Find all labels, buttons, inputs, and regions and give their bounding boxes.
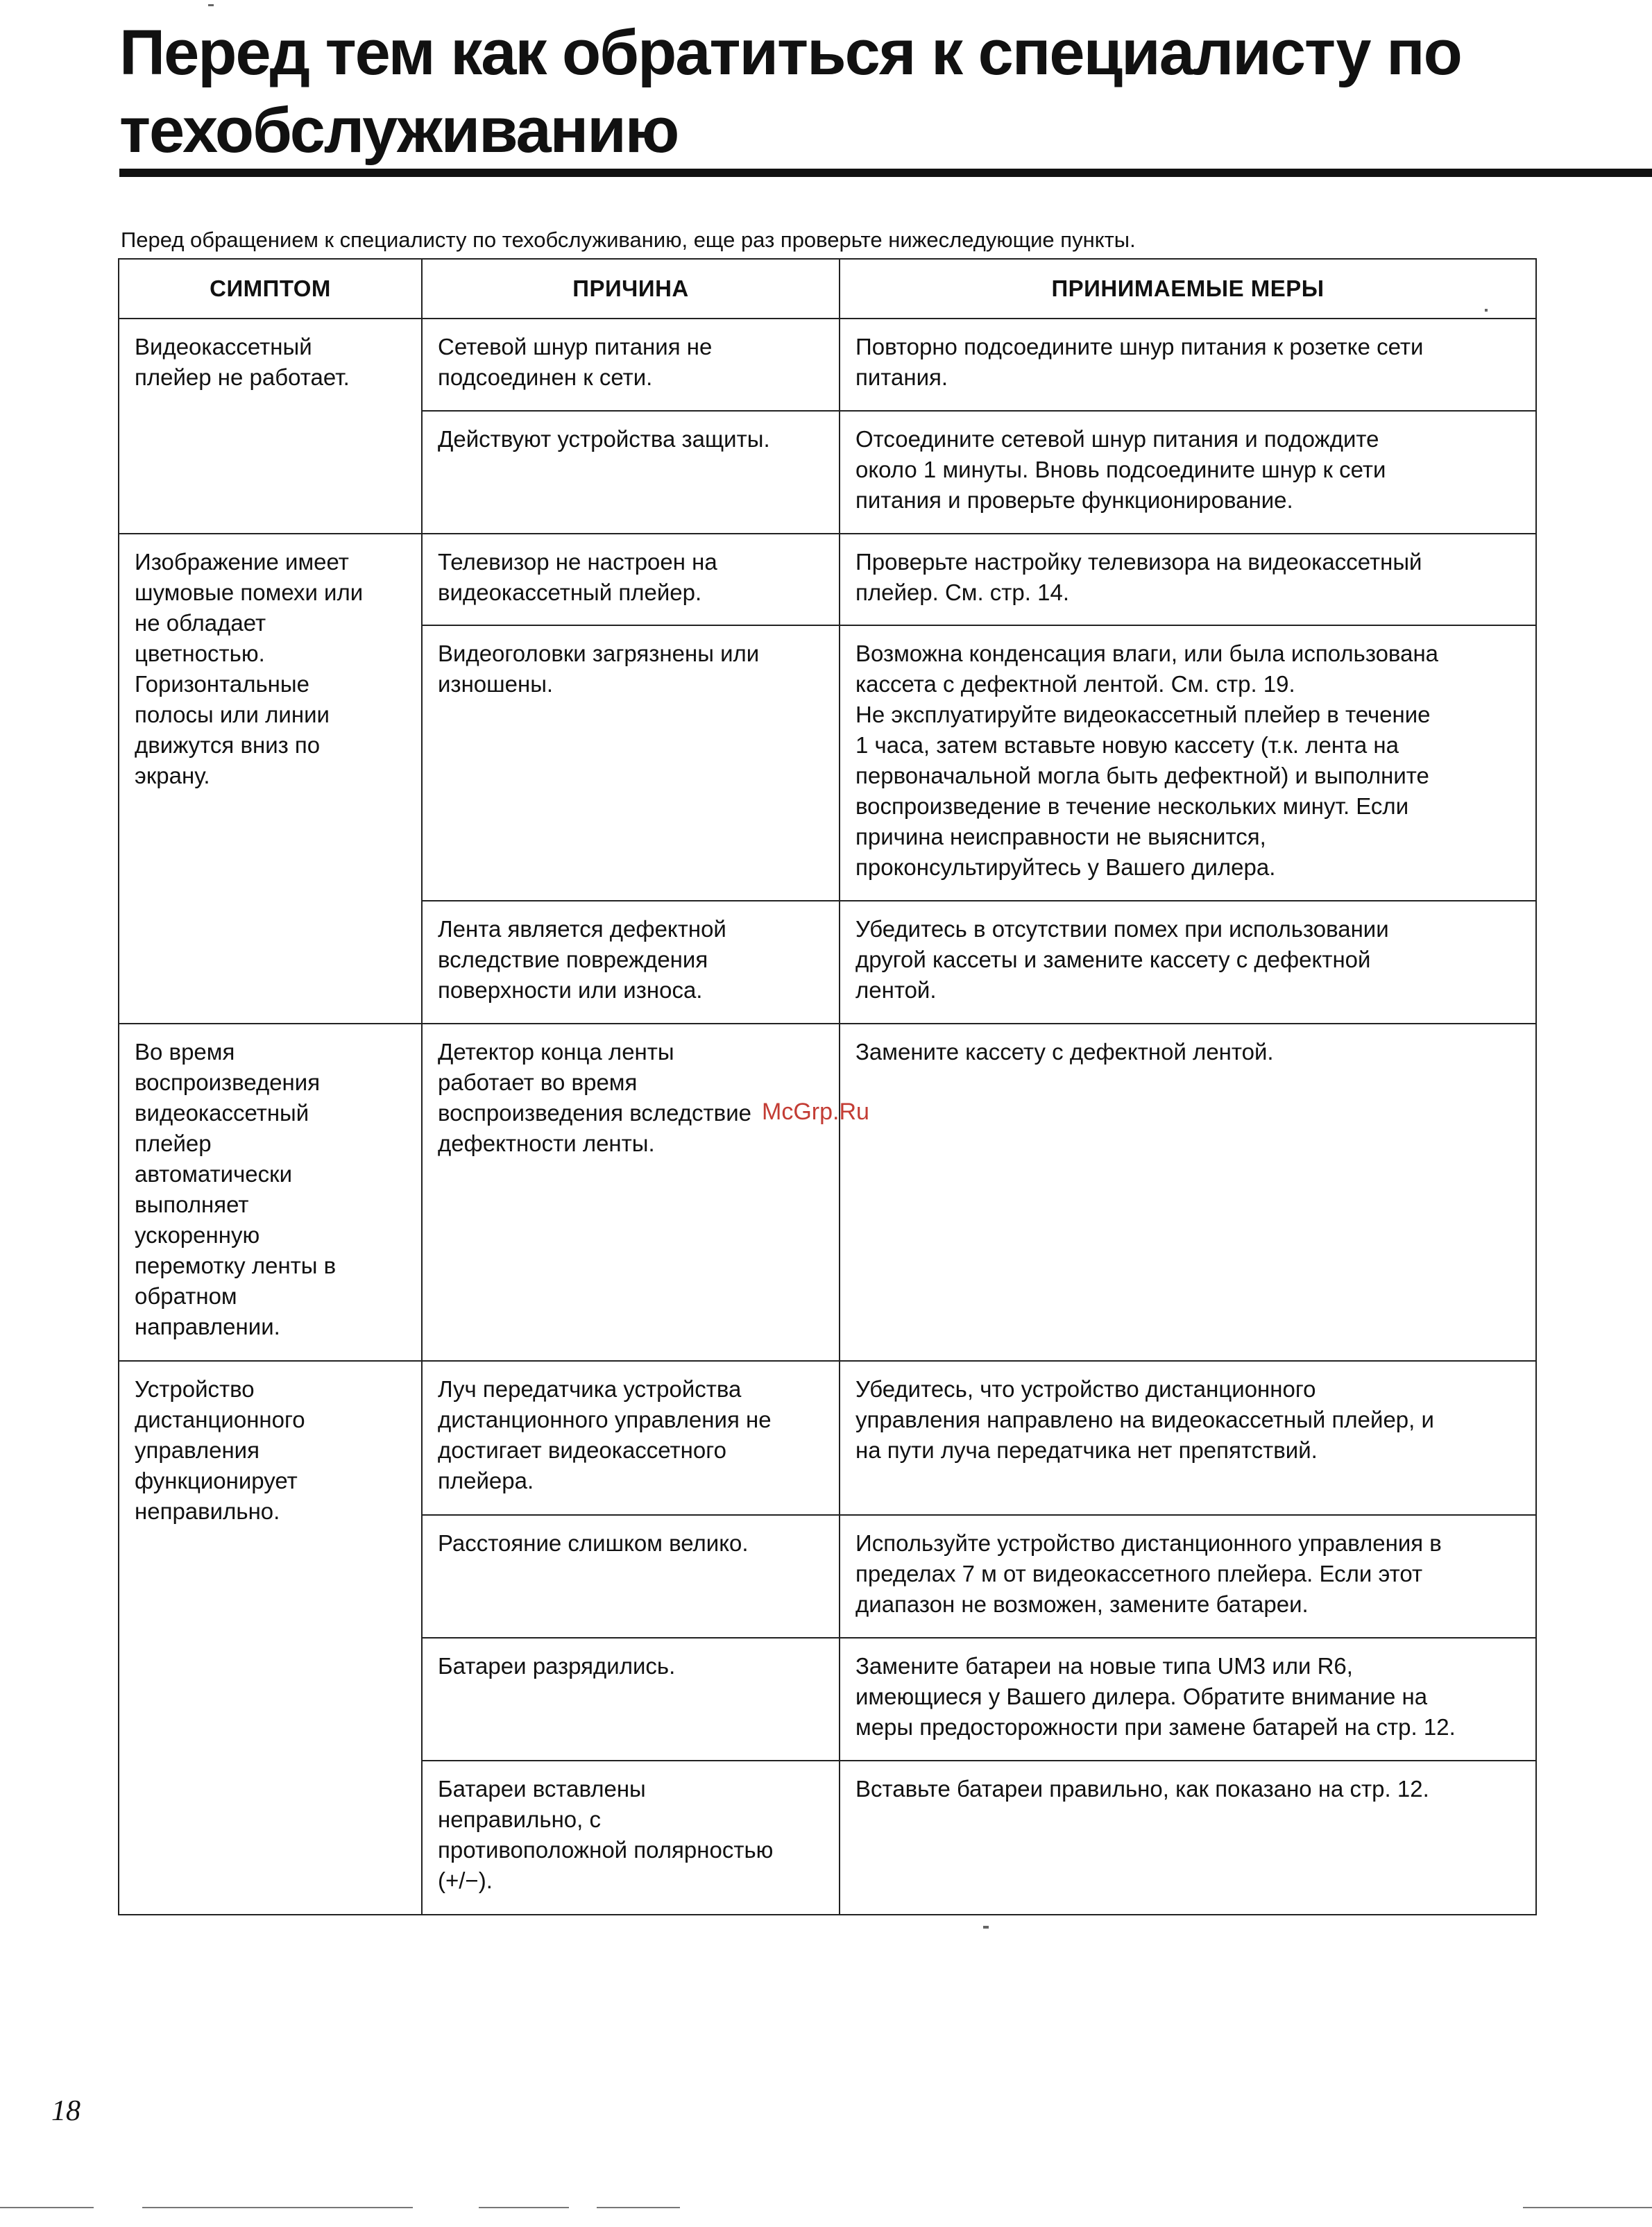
scan-edge-line	[597, 2207, 680, 2208]
scan-mark	[208, 4, 214, 6]
measure-cell: Замените батареи на новые типа UM3 или R6, имеющиеся у Вашего дилера. Обратите внимание на меры предосторожности при замене батарей на стр. 12.	[840, 1638, 1536, 1761]
scan-edge-line	[0, 2207, 94, 2208]
cause-cell: Видеоголовки загрязнены или изношены.	[422, 625, 840, 901]
scan-dot	[1485, 309, 1488, 312]
cause-cell: Луч передатчика устройства дистанционного управления не достигает видеокассетного плейера.	[422, 1361, 840, 1515]
cause-cell: Детектор конца ленты работает во время воспроизведения вследствие дефектности ленты.	[422, 1024, 840, 1361]
symptom-cell: Во время воспроизведения видеокассетный плейер автоматически выполняет ускоренную перемотку ленты в обратном направлении.	[119, 1024, 422, 1361]
cause-cell: Расстояние слишком велико.	[422, 1515, 840, 1638]
troubleshooting-table	[118, 258, 1537, 1915]
header-measures: ПРИНИМАЕМЫЕ МЕРЫ	[840, 259, 1536, 319]
cause-cell: Сетевой шнур питания не подсоединен к сети.	[422, 319, 840, 411]
measure-cell: Убедитесь, что устройство дистанционного управления направлено на видеокассетный плейер, и на пути луча передатчика нет препятствий.	[840, 1361, 1536, 1515]
header-symptom: СИМПТОМ	[119, 259, 422, 319]
troubleshooting-table-wrapper	[118, 258, 1535, 1915]
table-row	[119, 1024, 1536, 1361]
header-cause: ПРИЧИНА	[422, 259, 840, 319]
cause-cell: Батареи вставлены неправильно, с противоположной полярностью (+/−).	[422, 1761, 840, 1915]
symptom-cell: Видеокассетный плейер не работает.	[119, 319, 422, 534]
symptom-cell: Изображение имеет шумовые помехи или не обладает цветностью. Горизонтальные полосы или линии движутся вниз по экрану.	[119, 534, 422, 1024]
cause-cell: Лента является дефектной вследствие повреждения поверхности или износа.	[422, 901, 840, 1024]
table-row	[119, 319, 1536, 411]
page-number: 18	[51, 2095, 80, 2127]
scan-edge-line	[479, 2207, 569, 2208]
measure-cell: Возможна конденсация влаги, или была использована кассета с дефектной лентой. См. стр. 19. Не эксплуатируйте видеокассетный плейер в течение 1 часа, затем вставьте новую кассету (т.к. лента на первоначальной могла быть дефектной) и выполните воспроизведение в течение нескольких минут. Если причина неисправности не выяснится, проконсультируйтесь у Вашего дилера.	[840, 625, 1536, 901]
scan-edge-line	[1523, 2207, 1652, 2208]
title-rule	[119, 169, 1652, 177]
cause-cell: Действуют устройства защиты.	[422, 411, 840, 534]
measure-cell: Используйте устройство дистанционного управления в пределах 7 м от видеокассетного плейера. Если этот диапазон не возможен, замените батареи.	[840, 1515, 1536, 1638]
measure-cell: Убедитесь в отсутствии помех при использовании другой кассеты и замените кассету с дефектной лентой.	[840, 901, 1536, 1024]
measure-cell: Отсоедините сетевой шнур питания и подождите около 1 минуты. Вновь подсоедините шнур к сети питания и проверьте функционирование.	[840, 411, 1536, 534]
cause-cell: Телевизор не настроен на видеокассетный плейер.	[422, 534, 840, 625]
table-header-row	[119, 259, 1536, 319]
measure-cell: Вставьте батареи правильно, как показано на стр. 12.	[840, 1761, 1536, 1915]
intro-text: Перед обращением к специалисту по техобслуживанию, еще раз проверьте нижеследующие пункты.	[121, 228, 1136, 252]
table-row	[119, 1361, 1536, 1515]
measure-cell: Проверьте настройку телевизора на видеокассетный плейер. См. стр. 14.	[840, 534, 1536, 625]
measure-cell: Повторно подсоедините шнур питания к розетке сети питания.	[840, 319, 1536, 411]
watermark: McGrp.Ru	[762, 1099, 869, 1125]
scan-edge-line	[142, 2207, 413, 2208]
table-row	[119, 534, 1536, 625]
scan-mark	[983, 1926, 989, 1929]
page-title: Перед тем как обратиться к специалисту по техобслуживанию	[119, 17, 1461, 166]
measure-cell: Замените кассету с дефектной лентой.	[840, 1024, 1536, 1361]
symptom-cell: Устройство дистанционного управления функционирует неправильно.	[119, 1361, 422, 1915]
cause-cell: Батареи разрядились.	[422, 1638, 840, 1761]
